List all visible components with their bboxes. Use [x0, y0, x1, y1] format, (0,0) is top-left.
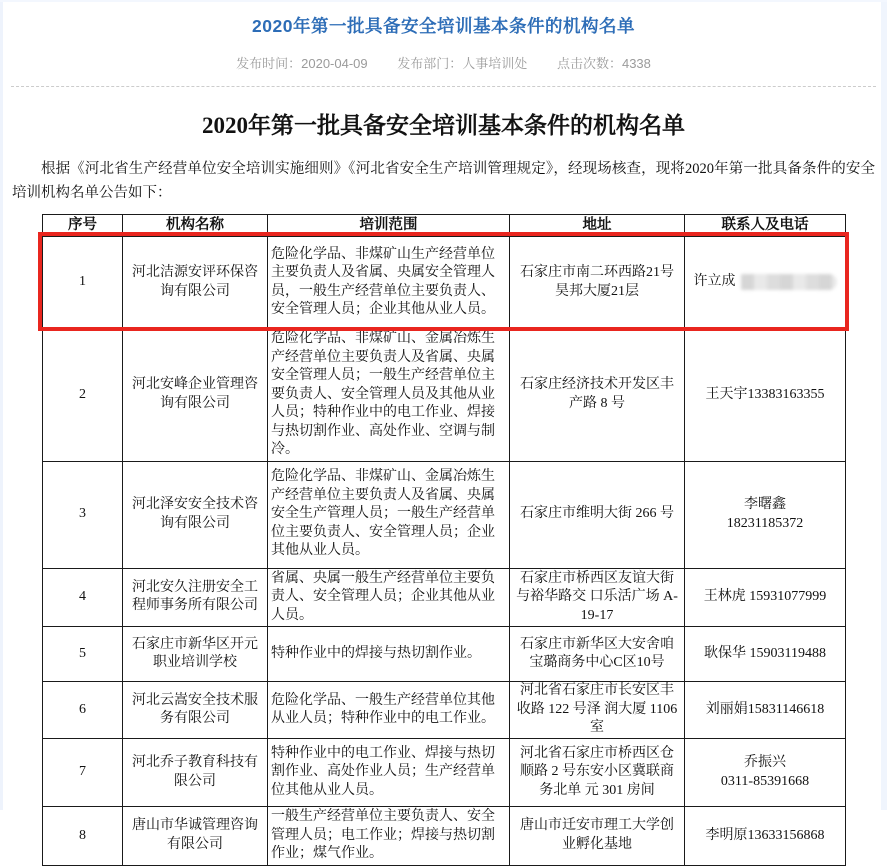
cell-address: 石家庄经济技术开发区丰产路 8 号: [510, 329, 685, 462]
cell-org-name: 河北洁源安评环保咨询有限公司: [123, 237, 268, 329]
cell-no: 4: [43, 568, 123, 627]
dashed-divider: [11, 86, 876, 87]
cell-no: 7: [43, 739, 123, 807]
cell-org-name: 河北安峰企业管理咨询有限公司: [123, 329, 268, 462]
col-header-name: 机构名称: [123, 215, 268, 237]
col-header-address: 地址: [510, 215, 685, 237]
cell-address: 石家庄市南二环西路21号昊邦大厦21层: [510, 237, 685, 329]
redacted-phone-blur: [741, 274, 837, 290]
cell-org-name: 河北云嵩安全技术服务有限公司: [123, 682, 268, 739]
cell-contact: 耿保华 15903119488: [685, 627, 846, 682]
cell-address: 河北省石家庄市桥西区仓顺路 2 号东安小区冀联商务北单 元 301 房间: [510, 739, 685, 807]
page-edge-top: [0, 0, 887, 2]
table-header-row: [43, 215, 846, 237]
cell-no: 1: [43, 237, 123, 329]
cell-address: 石家庄市维明大街 266 号: [510, 461, 685, 568]
cell-contact: 王林虎 15931077999: [685, 568, 846, 627]
col-header-scope: 培训范围: [268, 215, 510, 237]
page-edge-left: [0, 0, 3, 810]
cell-training-scope: 省属、央属一般生产经营单位主要负责人、安全管理人员；企业其他从业人员。: [268, 568, 510, 627]
cell-training-scope: 危险化学品、非煤矿山生产经营单位主要负责人及省属、央属安全管理人员，一般生产经营单位主要负责人、安全管理人员；企业其他从业人员。: [268, 237, 510, 329]
table-row: [43, 568, 846, 627]
cell-no: 8: [43, 807, 123, 866]
cell-contact: 乔振兴 0311-85391668: [685, 739, 846, 807]
cell-no: 3: [43, 461, 123, 568]
table-row: [43, 807, 846, 866]
meta-click-count: 点击次数：4338: [556, 56, 651, 71]
cell-no: 5: [43, 627, 123, 682]
table-row: [43, 739, 846, 807]
cell-training-scope: 危险化学品、非煤矿山、金属冶炼生产经营单位主要负责人及省属、央属安全生产管理人员；一般生产经营单位主要负责人、安全管理人员；企业其他从业人员。: [268, 461, 510, 568]
meta-bar: [0, 53, 887, 72]
cell-address: 唐山市迁安市理工大学创业孵化基地: [510, 807, 685, 866]
cell-org-name: 河北安久注册安全工程师事务所有限公司: [123, 568, 268, 627]
cell-contact: 李明原13633156868: [685, 807, 846, 866]
meta-publish-time: 发布时间：2020-04-09: [236, 56, 368, 71]
cell-address: 石家庄市桥西区友谊大街与裕华路交 口乐活广场 A-19-17: [510, 568, 685, 627]
cell-training-scope: 特种作业中的电工作业、焊接与热切割作业、高处作业人员；生产经营单位其他从业人员。: [268, 739, 510, 807]
cell-contact: 刘丽娟15831146618: [685, 682, 846, 739]
article-title: 2020年第一批具备安全培训基本条件的机构名单: [202, 113, 685, 138]
table-row: [43, 682, 846, 739]
cell-training-scope: 一般生产经营单位主要负责人、安全管理人员；电工作业；焊接与热切割作业；煤气作业。: [268, 807, 510, 866]
cell-contact: 李曙鑫 18231185372: [685, 461, 846, 568]
cell-org-name: 石家庄市新华区开元职业培训学校: [123, 627, 268, 682]
col-header-contact: 联系人及电话: [685, 215, 846, 237]
cell-contact: 王天宇13383163355: [685, 329, 846, 462]
cell-org-name: 唐山市华诚管理咨询有限公司: [123, 807, 268, 866]
cell-no: 2: [43, 329, 123, 462]
page-edge-right: [881, 0, 887, 810]
cell-org-name: 河北泽安安全技术咨询有限公司: [123, 461, 268, 568]
table-row: [43, 627, 846, 682]
org-table-wrap: [42, 214, 845, 866]
page-header: [0, 0, 887, 87]
col-header-no: 序号: [43, 215, 123, 237]
meta-publish-dept: 发布部门：人事培训处: [397, 56, 528, 71]
org-table: [42, 214, 846, 866]
table-row: [43, 237, 846, 329]
cell-contact: [685, 237, 846, 329]
table-row: [43, 329, 846, 462]
cell-address: 河北省石家庄市长安区丰收路 122 号泽 润大厦 1106 室: [510, 682, 685, 739]
page-title: 2020年第一批具备安全培训基本条件的机构名单: [252, 16, 635, 36]
table-row: [43, 461, 846, 568]
cell-no: 6: [43, 682, 123, 739]
cell-org-name: 河北乔子教育科技有限公司: [123, 739, 268, 807]
cell-training-scope: 特种作业中的焊接与热切割作业。: [268, 627, 510, 682]
contact-name: 许立成: [693, 274, 736, 290]
cell-address: 石家庄市新华区大安舍咱宝璐商务中心C区10号: [510, 627, 685, 682]
cell-training-scope: 危险化学品、非煤矿山、金属冶炼生产经营单位主要负责人及省属、央属安全管理人员；一般生产经营单位主要负责人、安全管理人员及其他从业人员；特种作业中的电工作业、焊接与热切割作业、高处作业、空调与制冷。: [268, 329, 510, 462]
intro-paragraph: 根据《河北省生产经营单位安全培训实施细则》《河北省安全生产培训管理规定》，经现场核查，现将2020年第一批具备条件的安全培训机构名单公告如下：: [12, 161, 875, 201]
cell-training-scope: 危险化学品、一般生产经营单位其他从业人员；特种作业中的电工作业。: [268, 682, 510, 739]
